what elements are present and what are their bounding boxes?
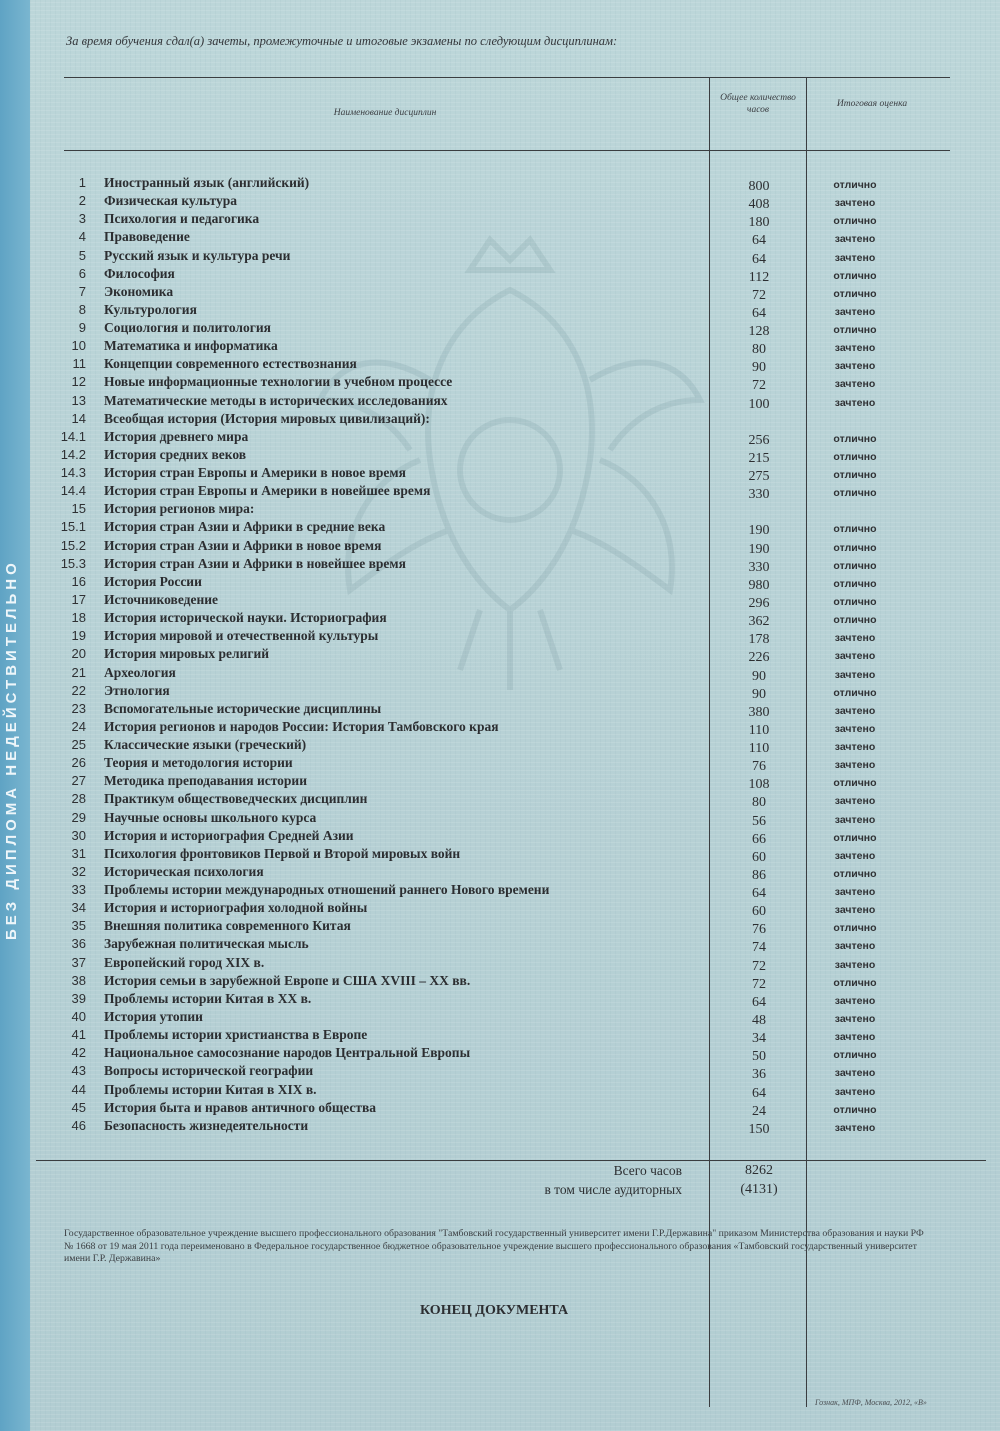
discipline-name: Европейский город XIX в. bbox=[104, 954, 265, 970]
discipline-name: История быта и нравов античного общества bbox=[104, 1099, 377, 1115]
hours-value: 72 bbox=[752, 958, 766, 974]
discipline-name: История стран Европы и Америки в новейшее время bbox=[104, 483, 431, 499]
end-of-document: КОНЕЦ ДОКУМЕНТА bbox=[420, 1303, 569, 1318]
table-row bbox=[0, 411, 1000, 429]
discipline-name: Всеобщая история (История мировых цивилизаций): bbox=[104, 410, 430, 426]
total-hours-value: 8262 bbox=[745, 1163, 773, 1178]
row-number: 21 bbox=[71, 664, 86, 680]
hours-value: 215 bbox=[748, 450, 770, 466]
discipline-name: История мировой и отечественной культуры bbox=[104, 628, 379, 644]
hours-value: 800 bbox=[748, 179, 770, 194]
row-number: 31 bbox=[71, 845, 86, 861]
grade-value: отлично bbox=[833, 523, 877, 536]
row-number: 8 bbox=[78, 301, 86, 317]
table-row bbox=[0, 447, 1000, 465]
grade-value: зачтено bbox=[834, 958, 876, 971]
discipline-name: Новые информационные технологии в учебном процессе bbox=[104, 374, 453, 390]
discipline-name: Математика и информатика bbox=[104, 338, 278, 354]
discipline-name: Зарубежная политическая мысль bbox=[104, 936, 309, 952]
discipline-name: История средних веков bbox=[104, 446, 247, 462]
hours-value: 86 bbox=[752, 867, 766, 883]
table-row bbox=[0, 465, 1000, 483]
table-row bbox=[0, 955, 1000, 973]
discipline-name: История мировых религий bbox=[104, 646, 270, 662]
table-row bbox=[0, 193, 1000, 211]
discipline-name: Русский язык и культура речи bbox=[104, 247, 291, 263]
row-number: 10 bbox=[71, 338, 86, 354]
discipline-name: Психология фронтовиков Первой и Второй мировых войн bbox=[104, 845, 461, 861]
grade-value: зачтено bbox=[834, 813, 876, 826]
total-hours-label: Всего часов bbox=[613, 1163, 682, 1178]
grade-value: зачтено bbox=[834, 741, 876, 754]
grade-value: отлично bbox=[833, 614, 877, 627]
table-row bbox=[0, 1027, 1000, 1045]
discipline-name: Проблемы истории Китая в XX в. bbox=[104, 990, 312, 1006]
table-row bbox=[0, 1118, 1000, 1136]
row-number: 38 bbox=[71, 972, 86, 988]
row-number: 22 bbox=[71, 682, 86, 698]
discipline-name: Археология bbox=[104, 664, 176, 680]
row-number: 23 bbox=[71, 700, 86, 716]
hours-value: 110 bbox=[748, 722, 770, 738]
table-row bbox=[0, 973, 1000, 991]
table-row bbox=[0, 483, 1000, 501]
grade-value: зачтено bbox=[834, 396, 876, 409]
table-row bbox=[0, 900, 1000, 918]
table-row bbox=[0, 646, 1000, 664]
table-row bbox=[0, 374, 1000, 392]
row-number: 14.3 bbox=[60, 465, 86, 481]
table-row bbox=[0, 737, 1000, 755]
row-number: 2 bbox=[78, 193, 86, 209]
grade-value: зачтено bbox=[834, 1012, 876, 1025]
table-row bbox=[0, 266, 1000, 284]
row-number: 36 bbox=[71, 936, 86, 952]
hours-value: 72 bbox=[752, 287, 766, 303]
grade-value: отлично bbox=[833, 686, 877, 699]
row-number: 40 bbox=[71, 1008, 86, 1024]
hours-value: 80 bbox=[752, 342, 766, 358]
hours-value: 72 bbox=[752, 378, 766, 394]
row-number: 37 bbox=[71, 954, 86, 970]
row-number: 35 bbox=[71, 918, 86, 934]
hours-value: 90 bbox=[752, 668, 766, 684]
row-number: 14 bbox=[71, 410, 86, 426]
hours-value: 330 bbox=[748, 487, 770, 503]
discipline-name: История стран Азии и Африки в новейшее время bbox=[104, 555, 406, 571]
discipline-name: Историческая психология bbox=[104, 863, 264, 879]
row-number: 46 bbox=[71, 1117, 86, 1133]
discipline-name: История стран Азии и Африки в новое время bbox=[104, 537, 382, 553]
table-row bbox=[0, 211, 1000, 229]
hours-value: 48 bbox=[752, 1012, 766, 1028]
header-final-grade: Итоговая оценка bbox=[836, 99, 908, 109]
discipline-name: История и историография холодной войны bbox=[104, 900, 368, 916]
row-number: 16 bbox=[71, 573, 86, 589]
grade-value: отлично bbox=[833, 922, 877, 935]
row-number: 32 bbox=[71, 863, 86, 879]
discipline-name: Научные основы школьного курса bbox=[104, 809, 317, 825]
grade-value: зачтено bbox=[834, 378, 876, 391]
printer-imprint: Гознак, МПФ, Москва, 2012, «В» bbox=[815, 1398, 927, 1407]
table-row bbox=[0, 429, 1000, 447]
hours-value: 178 bbox=[748, 632, 770, 648]
row-number: 1 bbox=[78, 175, 86, 190]
row-number: 6 bbox=[78, 265, 86, 281]
row-number: 4 bbox=[78, 229, 86, 245]
discipline-name: Концепции современного естествознания bbox=[104, 356, 357, 372]
hours-value: 330 bbox=[748, 559, 770, 575]
hours-value: 50 bbox=[752, 1049, 766, 1065]
table-row bbox=[0, 592, 1000, 610]
discipline-name: Проблемы истории христианства в Европе bbox=[104, 1027, 368, 1043]
row-number: 33 bbox=[71, 882, 86, 898]
table-row bbox=[0, 1082, 1000, 1100]
row-number: 27 bbox=[71, 773, 86, 789]
row-number: 11 bbox=[72, 356, 86, 372]
hours-value: 60 bbox=[752, 849, 766, 865]
discipline-name: Вспомогательные исторические дисциплины bbox=[104, 700, 382, 716]
row-number: 30 bbox=[71, 827, 86, 843]
row-number: 42 bbox=[71, 1045, 86, 1061]
hours-value: 100 bbox=[748, 396, 770, 412]
grade-value: зачтено bbox=[834, 305, 876, 318]
hours-value: 64 bbox=[752, 305, 766, 321]
table-row bbox=[0, 1063, 1000, 1081]
table-row bbox=[0, 755, 1000, 773]
row-number: 14.2 bbox=[60, 446, 86, 462]
table-row bbox=[0, 918, 1000, 936]
row-number: 25 bbox=[71, 737, 86, 753]
row-number: 15.1 bbox=[60, 519, 86, 535]
hours-value: 90 bbox=[752, 686, 766, 702]
hours-value: 112 bbox=[748, 269, 770, 285]
discipline-name: Физическая культура bbox=[104, 193, 238, 209]
hours-value: 24 bbox=[752, 1103, 766, 1119]
hours-value: 190 bbox=[748, 523, 770, 539]
discipline-name: История стран Азии и Африки в средние века bbox=[104, 519, 386, 535]
row-number: 15.2 bbox=[60, 537, 86, 553]
discipline-name: Иностранный язык (английский) bbox=[104, 175, 310, 190]
discipline-name: Практикум обществоведческих дисциплин bbox=[104, 791, 368, 807]
grade-value: отлично bbox=[833, 559, 877, 572]
grade-value: отлично bbox=[833, 215, 877, 228]
hours-value: 64 bbox=[752, 994, 766, 1010]
grade-value: зачтено bbox=[834, 849, 876, 862]
row-number: 20 bbox=[71, 646, 86, 662]
grade-value: отлично bbox=[833, 831, 877, 844]
grade-value: зачтено bbox=[834, 650, 876, 663]
hours-value: 108 bbox=[748, 777, 770, 793]
table-row bbox=[0, 538, 1000, 556]
grade-value: зачтено bbox=[834, 904, 876, 917]
discipline-name: Безопасность жизнедеятельности bbox=[104, 1117, 309, 1133]
discipline-name: Культурология bbox=[104, 301, 197, 317]
table-row bbox=[0, 665, 1000, 683]
row-number: 18 bbox=[71, 610, 86, 626]
grade-value: отлично bbox=[833, 324, 877, 337]
hours-value: 380 bbox=[748, 704, 770, 720]
grade-value: отлично bbox=[833, 976, 877, 989]
discipline-name: История России bbox=[104, 573, 202, 589]
discipline-name: История древнего мира bbox=[104, 428, 249, 444]
table-row bbox=[0, 1045, 1000, 1063]
row-number: 14.4 bbox=[60, 483, 86, 499]
grade-value: отлично bbox=[833, 1103, 877, 1116]
grade-value: отлично bbox=[833, 577, 877, 590]
grade-value: отлично bbox=[833, 450, 877, 463]
row-number: 5 bbox=[78, 247, 86, 263]
grade-value: зачтено bbox=[834, 360, 876, 373]
grade-value: зачтено bbox=[834, 1121, 876, 1134]
row-number: 45 bbox=[71, 1099, 86, 1115]
discipline-name: История стран Европы и Америки в новое время bbox=[104, 465, 406, 481]
row-number: 15.3 bbox=[60, 555, 86, 571]
grade-value: зачтено bbox=[834, 251, 876, 264]
grade-value: отлично bbox=[833, 432, 877, 445]
hours-value: 34 bbox=[752, 1031, 766, 1047]
table-row bbox=[0, 610, 1000, 628]
hours-value: 110 bbox=[748, 741, 770, 757]
hours-value: 76 bbox=[752, 922, 766, 938]
hours-value: 60 bbox=[752, 904, 766, 920]
grade-value: зачтено bbox=[834, 342, 876, 355]
table-row bbox=[0, 810, 1000, 828]
grade-value: зачтено bbox=[834, 668, 876, 681]
row-number: 7 bbox=[78, 283, 86, 299]
table-row bbox=[0, 882, 1000, 900]
table-row bbox=[0, 701, 1000, 719]
grade-value: зачтено bbox=[834, 759, 876, 772]
auditory-hours-label: в том числе аудиторных bbox=[544, 1182, 682, 1197]
hours-value: 980 bbox=[748, 577, 770, 593]
table-row bbox=[0, 683, 1000, 701]
hours-value: 64 bbox=[752, 886, 766, 902]
hours-value: 150 bbox=[748, 1121, 770, 1137]
grade-value: зачтено bbox=[834, 795, 876, 808]
grade-value: отлично bbox=[833, 1049, 877, 1062]
table-row bbox=[0, 791, 1000, 809]
table-row bbox=[0, 284, 1000, 302]
discipline-name: История регионов мира: bbox=[104, 501, 255, 517]
grade-value: отлично bbox=[833, 487, 877, 500]
table-row bbox=[0, 574, 1000, 592]
row-number: 14.1 bbox=[60, 428, 86, 444]
row-number: 15 bbox=[71, 501, 86, 517]
discipline-name: История и историография Средней Азии bbox=[104, 827, 354, 843]
discipline-name: Классические языки (греческий) bbox=[104, 737, 307, 753]
hours-value: 64 bbox=[752, 233, 766, 249]
table-row bbox=[0, 248, 1000, 266]
table-row bbox=[0, 356, 1000, 374]
table-row bbox=[0, 864, 1000, 882]
grade-value: зачтено bbox=[834, 994, 876, 1007]
hours-value: 362 bbox=[748, 614, 770, 630]
hours-value: 76 bbox=[752, 759, 766, 775]
auditory-hours-value: (4131) bbox=[740, 1182, 778, 1197]
table-row bbox=[0, 719, 1000, 737]
hours-value: 64 bbox=[752, 251, 766, 267]
table-row bbox=[0, 846, 1000, 864]
grade-value: отлично bbox=[833, 541, 877, 554]
discipline-name: Психология и педагогика bbox=[104, 211, 260, 227]
table-row bbox=[0, 175, 1000, 193]
header-discipline-name: Наименование дисциплин bbox=[333, 108, 437, 118]
row-number: 24 bbox=[71, 718, 86, 734]
table-row bbox=[0, 393, 1000, 411]
table-row bbox=[0, 1009, 1000, 1027]
discipline-name: Математические методы в исторических исследованиях bbox=[104, 392, 448, 408]
row-number: 9 bbox=[78, 320, 86, 336]
row-number: 34 bbox=[71, 900, 86, 916]
grade-value: отлично bbox=[833, 287, 877, 300]
grade-value: зачтено bbox=[834, 886, 876, 899]
discipline-name: История утопии bbox=[104, 1008, 203, 1024]
discipline-name: Проблемы истории Китая в XIX в. bbox=[104, 1081, 317, 1097]
renaming-footnote: Государственное образовательное учреждение высшего профессионального образования "Тамбовский государственный университет имени Г.Р.Державина" приказом Министерства образования и науки РФ № 1668 от 19 мая 2011 года переименовано в Федеральное государственное бюджетное образовательное учреждение высшего профессионального образования «Тамбовский государственный университет имени Г.Р. Державина» bbox=[64, 1228, 924, 1264]
table-bottom-rule bbox=[36, 1160, 986, 1161]
hours-value: 226 bbox=[748, 650, 770, 666]
row-number: 19 bbox=[71, 628, 86, 644]
hours-value: 74 bbox=[752, 940, 766, 956]
grade-value: зачтено bbox=[834, 632, 876, 645]
discipline-name: История регионов и народов России: История Тамбовского края bbox=[104, 718, 499, 734]
discipline-name: Правоведение bbox=[104, 229, 190, 245]
row-number: 41 bbox=[71, 1027, 86, 1043]
hours-value: 180 bbox=[748, 215, 770, 231]
table-row bbox=[0, 628, 1000, 646]
discipline-name: История семьи в зарубежной Европе и США XVIII – XX вв. bbox=[104, 972, 471, 988]
discipline-name: Проблемы истории международных отношений раннего Нового времени bbox=[104, 882, 550, 898]
table-row bbox=[0, 320, 1000, 338]
row-number: 28 bbox=[71, 791, 86, 807]
table-row bbox=[0, 1100, 1000, 1118]
grade-value: зачтено bbox=[834, 1031, 876, 1044]
hours-value: 80 bbox=[752, 795, 766, 811]
row-number: 3 bbox=[78, 211, 86, 227]
row-number: 44 bbox=[71, 1081, 86, 1097]
hours-value: 275 bbox=[748, 469, 770, 485]
hours-value: 256 bbox=[748, 432, 770, 448]
discipline-name: Экономика bbox=[104, 283, 174, 299]
table-header-rule bbox=[64, 150, 950, 151]
table-row bbox=[0, 828, 1000, 846]
table-row bbox=[0, 338, 1000, 356]
table-row bbox=[0, 936, 1000, 954]
hours-value: 56 bbox=[752, 813, 766, 829]
hours-value: 90 bbox=[752, 360, 766, 376]
row-number: 26 bbox=[71, 755, 86, 771]
discipline-name: Философия bbox=[104, 265, 175, 281]
discipline-name: Теория и методология истории bbox=[104, 755, 293, 771]
table-row bbox=[0, 519, 1000, 537]
table-row bbox=[0, 302, 1000, 320]
grade-value: зачтено bbox=[834, 722, 876, 735]
intro-text: За время обучения сдал(а) зачеты, промежуточные и итоговые экзамены по следующим дисциплинам: bbox=[66, 34, 618, 48]
table-row bbox=[0, 229, 1000, 247]
discipline-name: Источниковедение bbox=[104, 591, 219, 607]
grade-value: зачтено bbox=[834, 704, 876, 717]
discipline-name: Вопросы исторической географии bbox=[104, 1063, 314, 1079]
grade-value: зачтено bbox=[834, 1067, 876, 1080]
grade-value: зачтено bbox=[834, 1085, 876, 1098]
hours-value: 296 bbox=[748, 595, 770, 611]
grade-value: отлично bbox=[833, 595, 877, 608]
table-top-rule bbox=[64, 77, 950, 78]
table-row bbox=[0, 501, 1000, 519]
discipline-name: Национальное самосознание народов Центральной Европы bbox=[104, 1045, 471, 1061]
table-row bbox=[0, 991, 1000, 1009]
hours-value: 36 bbox=[752, 1067, 766, 1083]
discipline-name: Социология и политология bbox=[104, 320, 271, 336]
grade-value: отлично bbox=[833, 269, 877, 282]
side-watermark-text: БЕЗ ДИПЛОМА НЕДЕЙСТВИТЕЛЬНО bbox=[3, 559, 20, 940]
discipline-name: Методика преподавания истории bbox=[104, 773, 307, 789]
hours-value: 64 bbox=[752, 1085, 766, 1101]
grade-value: отлично bbox=[833, 867, 877, 880]
discipline-name: История исторической науки. Историография bbox=[104, 610, 387, 626]
grade-value: зачтено bbox=[834, 233, 876, 246]
hours-value: 128 bbox=[748, 324, 770, 340]
hours-value: 408 bbox=[748, 197, 770, 213]
row-number: 17 bbox=[71, 591, 86, 607]
row-number: 39 bbox=[71, 990, 86, 1006]
row-number: 13 bbox=[71, 392, 86, 408]
row-number: 43 bbox=[71, 1063, 86, 1079]
discipline-name: Внешняя политика современного Китая bbox=[104, 918, 351, 934]
table-row bbox=[0, 773, 1000, 791]
grade-value: зачтено bbox=[834, 197, 876, 210]
grade-value: зачтено bbox=[834, 940, 876, 953]
grade-value: отлично bbox=[833, 179, 877, 191]
row-number: 29 bbox=[71, 809, 86, 825]
grade-value: отлично bbox=[833, 469, 877, 482]
header-total-hours: Общее количество часов bbox=[720, 93, 796, 115]
table-row bbox=[0, 556, 1000, 574]
hours-value: 66 bbox=[752, 831, 766, 847]
hours-value: 72 bbox=[752, 976, 766, 992]
discipline-name: Этнология bbox=[104, 682, 170, 698]
row-number: 12 bbox=[71, 374, 86, 390]
grade-value: отлично bbox=[833, 777, 877, 790]
hours-value: 190 bbox=[748, 541, 770, 557]
